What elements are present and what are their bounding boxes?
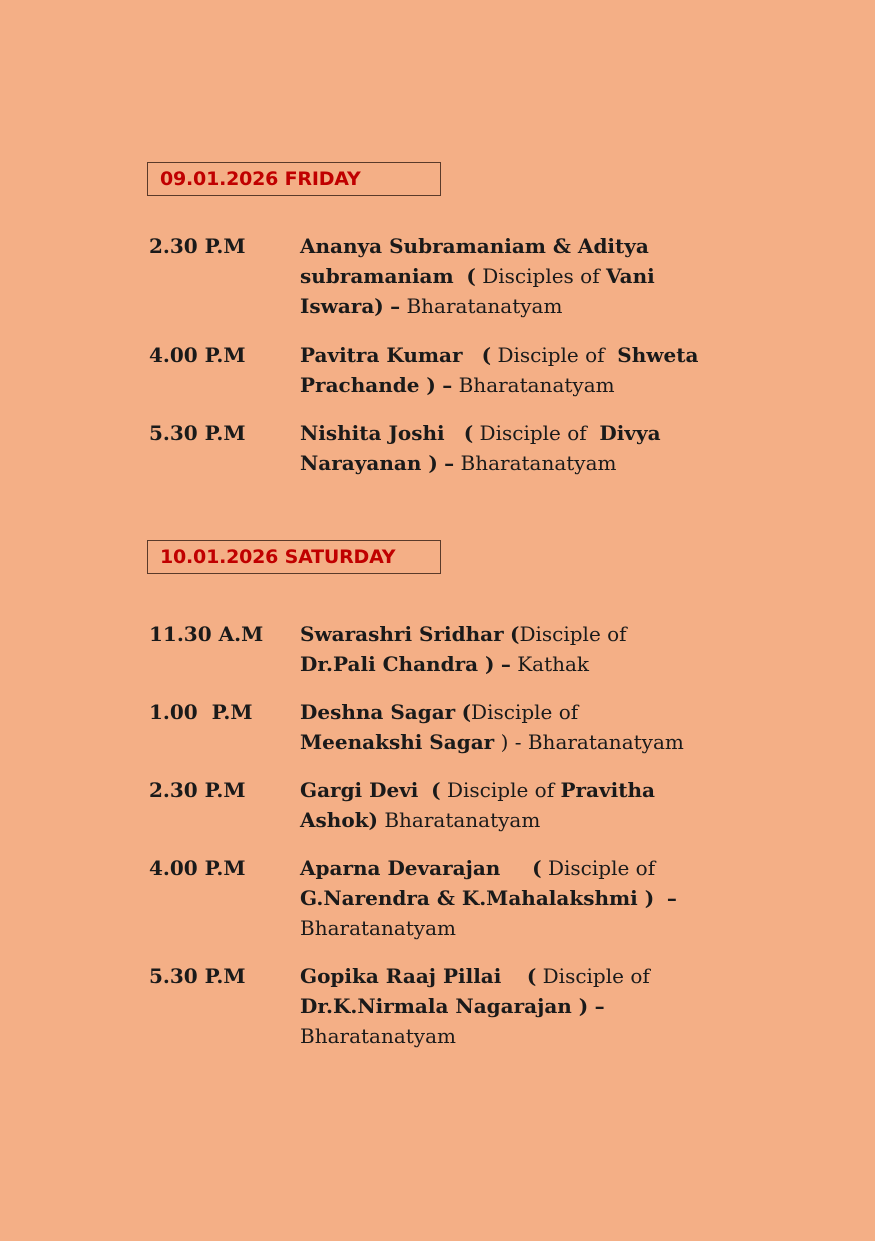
entry-dance-style: Bharatanatyam <box>460 451 617 475</box>
entry-time: 2.30 P.M <box>149 778 246 802</box>
entry-disciple-label: Disciple of <box>497 343 605 367</box>
entry-dance-style: Bharatanatyam <box>300 916 456 940</box>
entry-open-paren: ( <box>466 264 476 288</box>
entry-description <box>300 418 705 478</box>
entry-dance-style: Bharatanatyam <box>300 1024 456 1048</box>
entry-performer: Swarashri Sridhar <box>300 622 504 646</box>
entry-performer: Nishita Joshi <box>300 421 445 445</box>
entry-description <box>300 231 705 321</box>
entry-separator: - <box>514 730 522 754</box>
day-heading-friday <box>147 162 441 196</box>
entry-guru: Dr.Pali Chandra ) <box>300 652 495 676</box>
entry-guru: Meenakshi Sagar <box>300 730 495 754</box>
entry-time: 11.30 A.M <box>149 622 264 646</box>
entry-separator: – <box>594 994 605 1018</box>
entry-guru: Shweta Prachande ) <box>300 343 699 397</box>
entry-description <box>300 961 705 1051</box>
entry-description <box>300 775 705 835</box>
entry-separator: – <box>666 886 677 910</box>
entry-guru: G.Narendra & K.Mahalakshmi ) <box>300 886 655 910</box>
entry-open-paren: ( <box>461 700 472 724</box>
day-heading-text: 09.01.2026 FRIDAY <box>160 168 361 190</box>
entry-dance-style: Bharatanatyam <box>458 373 615 397</box>
entry-open-paren: ( <box>509 622 520 646</box>
day-heading-text: 10.01.2026 SATURDAY <box>160 546 396 568</box>
entry-disciple-label: Disciple of <box>479 421 587 445</box>
entry-description <box>300 340 705 400</box>
entry-description <box>300 853 705 943</box>
entry-description <box>300 619 705 679</box>
entry-time: 1.00 P.M <box>149 700 253 724</box>
entry-separator: – <box>500 652 511 676</box>
entry-close-paren: ) <box>500 730 509 754</box>
entry-guru: Dr.K.Nirmala Nagarajan ) <box>300 994 589 1018</box>
entry-open-paren: ( <box>532 856 542 880</box>
entry-performer: Gopika Raaj Pillai <box>300 964 502 988</box>
entry-disciple-label: Disciple of <box>471 700 579 724</box>
entry-time: 4.00 P.M <box>149 343 246 367</box>
entry-dance-style: Kathak <box>517 652 590 676</box>
entry-open-paren: ( <box>526 964 537 988</box>
entry-disciple-label: Disciple of <box>446 778 555 802</box>
entry-open-paren: ( <box>463 421 474 445</box>
entry-time: 2.30 P.M <box>149 234 246 258</box>
entry-disciple-label: Disciples of <box>482 264 600 288</box>
entry-separator: – <box>444 451 455 475</box>
entry-time: 5.30 P.M <box>149 421 246 445</box>
entry-dance-style: Bharatanatyam <box>527 730 684 754</box>
entry-disciple-label: Disciple of <box>547 856 656 880</box>
entry-guru: Divya Narayanan ) <box>300 421 661 475</box>
entry-open-paren: ( <box>481 343 492 367</box>
entry-disciple-label: Disciple of <box>542 964 650 988</box>
entry-time: 4.00 P.M <box>149 856 246 880</box>
entry-performer: Pavitra Kumar <box>300 343 463 367</box>
entry-performer: Aparna Devarajan <box>300 856 501 880</box>
entry-separator: – <box>442 373 453 397</box>
entry-guru: Pravitha Ashok) <box>300 778 655 832</box>
day-heading-saturday <box>147 540 441 574</box>
entry-performer: Gargi Devi <box>300 778 419 802</box>
entry-performer: Ananya Subramaniam & Aditya subramaniam <box>300 234 649 288</box>
entry-dance-style: Bharatanatyam <box>406 294 563 318</box>
entry-dance-style: Bharatanatyam <box>384 808 541 832</box>
entry-disciple-label: Disciple of <box>519 622 627 646</box>
entry-description <box>300 697 705 757</box>
entry-separator: – <box>390 294 401 318</box>
entry-open-paren: ( <box>431 778 441 802</box>
entry-guru: Vani Iswara) <box>300 264 655 318</box>
entry-time: 5.30 P.M <box>149 964 246 988</box>
entry-performer: Deshna Sagar <box>300 700 456 724</box>
